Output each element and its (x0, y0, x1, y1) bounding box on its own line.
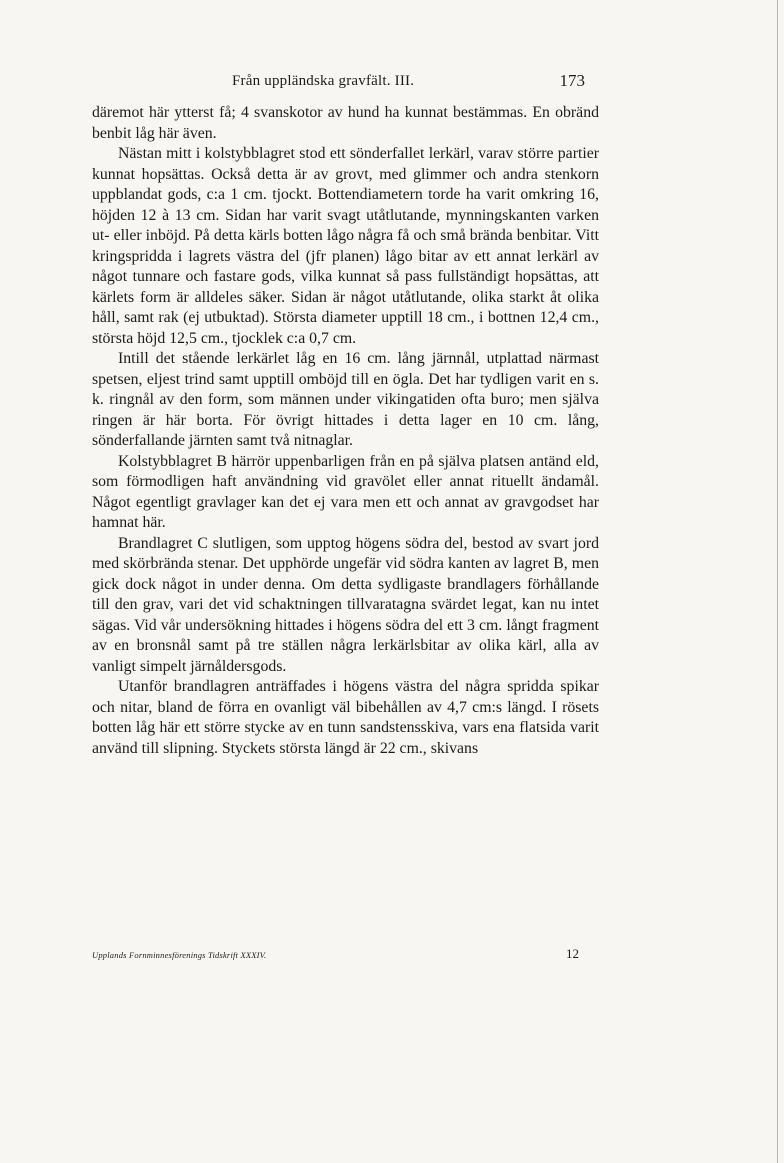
body-text (92, 103, 599, 759)
paragraph: Nästan mitt i kolstybblagret stod ett sönderfallet lerkärl, varav större partier kunnat hopsättas. Också detta är av grovt, med glimmer och andra stenkorn uppblandat gods, c:a 1 cm. tjockt. Bottendiametern torde ha varit omkring 16, höjden 12 à 13 cm. Sidan har varit svagt utåtlutande, mynningskanten varken ut- eller inböjd. På detta kärls botten lågo några få och små brända benbitar. Vitt kringspridda i lagrets västra del (jfr planen) lågo bitar av ett annat lerkärl av något tunnare och fastare gods, vilka kunnat så pass fullständigt hopsättas, att kärlets form är alldeles säker. Sidan är något utåtlutande, olika starkt åt olika håll, samt rak (ej utbuktad). Största diameter upptill 18 cm., i bottnen 12,4 cm., största höjd 12,5 cm., tjocklek c:a 0,7 cm. (92, 145, 599, 347)
page-edge-rule (777, 0, 778, 1163)
journal-title: Upplands Fornminnesförenings Tidskrift XXXIV. (92, 950, 267, 960)
page-number: 173 (559, 71, 585, 90)
running-title: Från uppländska gravfält. III. (232, 73, 415, 89)
paragraph: Brandlagret C slutligen, som upptog högens södra del, bestod av svart jord med skörbrända stenar. Det upphörde ungefär vid södra kanten av lagret B, men gick dock något in under denna. Om detta sydligaste brandlagers förhållande till den grav, vari det vid schaktningen tillvaratagna svärdet legat, kan nu intet sägas. Vid vår undersökning hittades i högens södra del ett 3 cm. långt fragment av en bronsnål samt på tre ställen några lerkärlsbitar av olika kärl, alla av vanligt simpelt järnåldersgods. (92, 534, 599, 675)
paragraph: Kolstybblagret B härrör uppenbarligen från en på själva platsen antänd eld, som förmodligen haft användning vid gravölet eller annat rituellt ändamål. Något egentligt gravlager kan det ej vara men ett och annat av gravgodset har hamnat här. (92, 452, 599, 531)
paragraph: Intill det stående lerkärlet låg en 16 cm. lång järnnål, utplattad närmast spetsen, eljest trind samt upptill omböjd till en ögla. Det har tydligen varit en s. k. ringnål av den form, som männen under vikingatiden ofta buro; men själva ringen är här borta. För övrigt hittades i detta lager en 10 cm. lång, sönderfallande järnten samt två nitnaglar. (92, 350, 599, 449)
signature-mark: 12 (566, 946, 579, 961)
page-footer (92, 946, 599, 966)
paragraph: Utanför brandlagren anträffades i högens västra del några spridda spikar och nitar, bland de förra en ovanligt väl bibehållen av 4,7 cm:s längd. I rösets botten låg här ett större stycke av en tunn sandstensskiva, vars ena flatsida varit använd till slipning. Styckets största längd är 22 cm., skivans (92, 678, 599, 757)
paragraph: däremot här ytterst få; 4 svanskotor av hund ha kunnat bestämmas. En obränd benbit låg här även. (92, 104, 599, 142)
running-header (92, 73, 587, 97)
